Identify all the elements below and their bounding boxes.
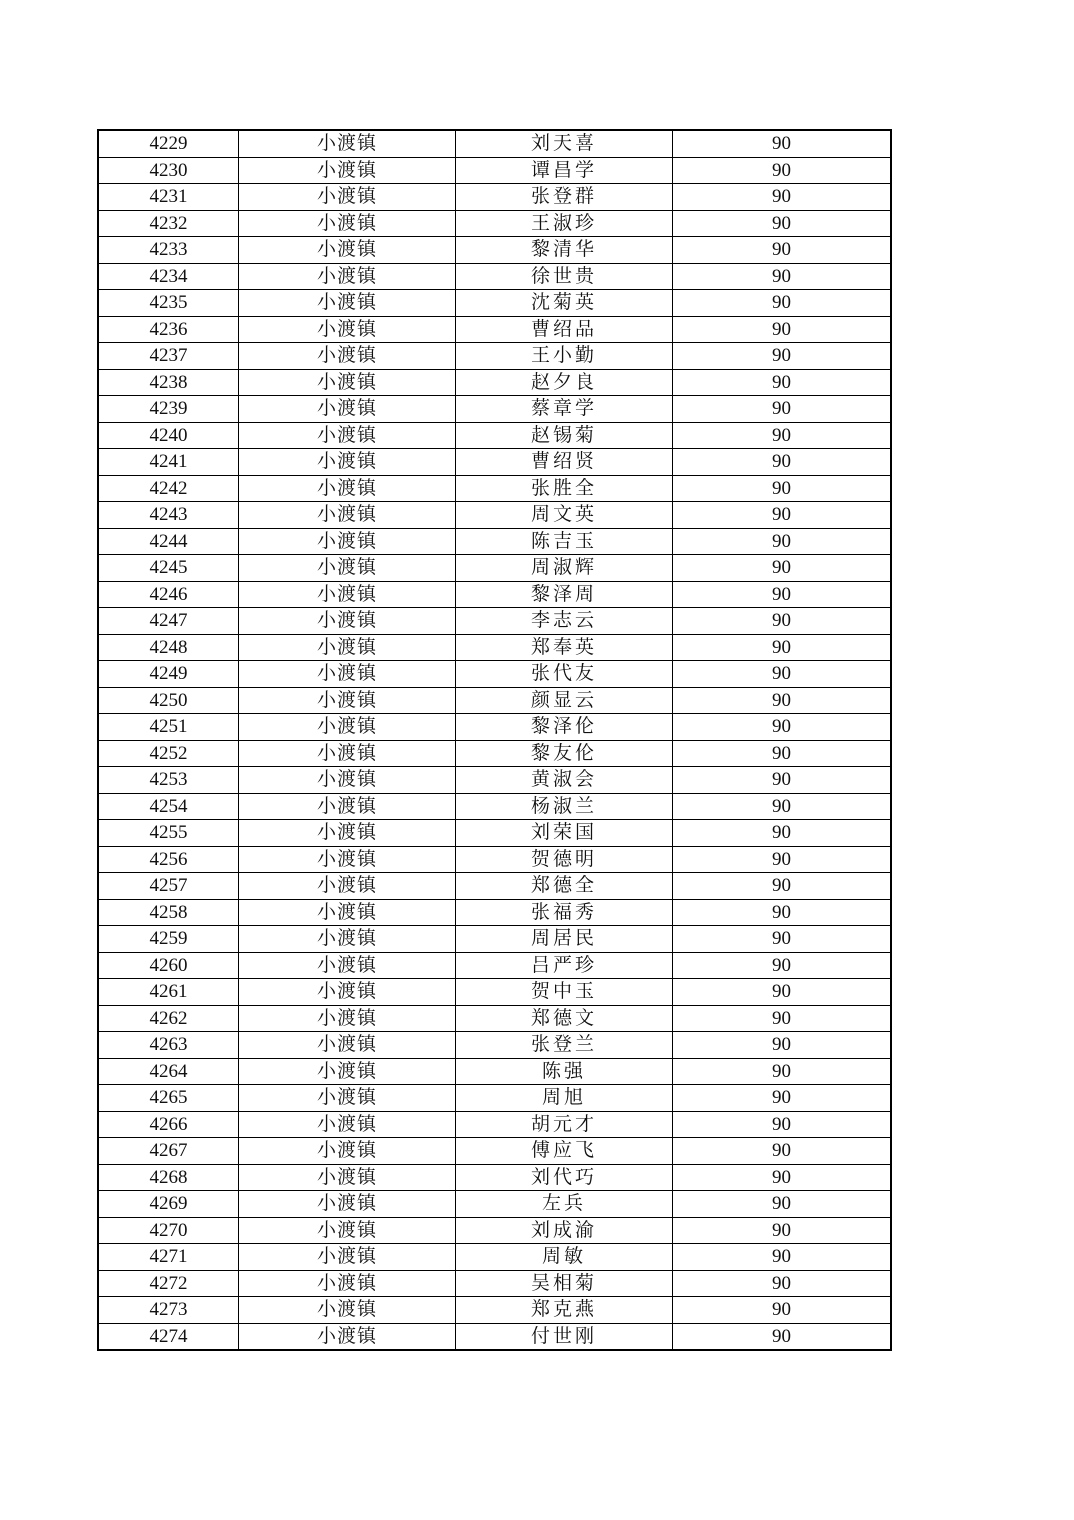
- table-row: [98, 846, 891, 873]
- amount-cell: 90: [673, 740, 892, 767]
- amount-cell: 90: [673, 1323, 892, 1350]
- row-number-cell: 4265: [98, 1085, 239, 1112]
- table-row: [98, 502, 891, 529]
- table-row: [98, 952, 891, 979]
- town-cell: 小渡镇: [239, 926, 456, 953]
- town-cell: 小渡镇: [239, 1217, 456, 1244]
- amount-cell: 90: [673, 263, 892, 290]
- row-number-cell: 4255: [98, 820, 239, 847]
- town-cell: 小渡镇: [239, 846, 456, 873]
- row-number-cell: 4274: [98, 1323, 239, 1350]
- amount-cell: 90: [673, 979, 892, 1006]
- amount-cell: 90: [673, 1217, 892, 1244]
- town-cell: 小渡镇: [239, 555, 456, 582]
- table-row: [98, 422, 891, 449]
- amount-cell: 90: [673, 767, 892, 794]
- row-number-cell: 4252: [98, 740, 239, 767]
- town-cell: 小渡镇: [239, 1085, 456, 1112]
- row-number-cell: 4239: [98, 396, 239, 423]
- amount-cell: 90: [673, 1005, 892, 1032]
- person-name-cell: 王淑珍: [456, 210, 673, 237]
- town-cell: 小渡镇: [239, 343, 456, 370]
- row-number-cell: 4270: [98, 1217, 239, 1244]
- amount-cell: 90: [673, 422, 892, 449]
- town-cell: 小渡镇: [239, 1005, 456, 1032]
- person-name-cell: 黎清华: [456, 237, 673, 264]
- row-number-cell: 4272: [98, 1270, 239, 1297]
- person-name-cell: 吕严珍: [456, 952, 673, 979]
- person-name-cell: 周淑辉: [456, 555, 673, 582]
- row-number-cell: 4229: [98, 130, 239, 157]
- row-number-cell: 4268: [98, 1164, 239, 1191]
- amount-cell: 90: [673, 1085, 892, 1112]
- person-name-cell: 胡元才: [456, 1111, 673, 1138]
- person-name-cell: 黎友伦: [456, 740, 673, 767]
- person-name-cell: 李志云: [456, 608, 673, 635]
- row-number-cell: 4257: [98, 873, 239, 900]
- amount-cell: 90: [673, 687, 892, 714]
- town-cell: 小渡镇: [239, 475, 456, 502]
- row-number-cell: 4230: [98, 157, 239, 184]
- table-row: [98, 237, 891, 264]
- person-name-cell: 刘代巧: [456, 1164, 673, 1191]
- row-number-cell: 4249: [98, 661, 239, 688]
- person-name-cell: 郑奉英: [456, 634, 673, 661]
- person-name-cell: 赵锡菊: [456, 422, 673, 449]
- town-cell: 小渡镇: [239, 369, 456, 396]
- amount-cell: 90: [673, 952, 892, 979]
- person-name-cell: 傅应飞: [456, 1138, 673, 1165]
- row-number-cell: 4269: [98, 1191, 239, 1218]
- town-cell: 小渡镇: [239, 687, 456, 714]
- person-name-cell: 谭昌学: [456, 157, 673, 184]
- row-number-cell: 4263: [98, 1032, 239, 1059]
- table-row: [98, 1323, 891, 1350]
- row-number-cell: 4246: [98, 581, 239, 608]
- row-number-cell: 4245: [98, 555, 239, 582]
- town-cell: 小渡镇: [239, 290, 456, 317]
- town-cell: 小渡镇: [239, 184, 456, 211]
- town-cell: 小渡镇: [239, 1244, 456, 1271]
- town-cell: 小渡镇: [239, 1297, 456, 1324]
- table-row: [98, 1085, 891, 1112]
- row-number-cell: 4262: [98, 1005, 239, 1032]
- table-row: [98, 1297, 891, 1324]
- person-name-cell: 张登兰: [456, 1032, 673, 1059]
- town-cell: 小渡镇: [239, 1138, 456, 1165]
- person-name-cell: 左兵: [456, 1191, 673, 1218]
- person-name-cell: 贺德明: [456, 846, 673, 873]
- row-number-cell: 4247: [98, 608, 239, 635]
- town-cell: 小渡镇: [239, 952, 456, 979]
- table-row: [98, 608, 891, 635]
- amount-cell: 90: [673, 1138, 892, 1165]
- amount-cell: 90: [673, 396, 892, 423]
- person-name-cell: 杨淑兰: [456, 793, 673, 820]
- table-row: [98, 714, 891, 741]
- amount-cell: 90: [673, 793, 892, 820]
- table-row: [98, 1005, 891, 1032]
- table-row: [98, 1164, 891, 1191]
- amount-cell: 90: [673, 1032, 892, 1059]
- row-number-cell: 4237: [98, 343, 239, 370]
- row-number-cell: 4243: [98, 502, 239, 529]
- amount-cell: 90: [673, 1244, 892, 1271]
- town-cell: 小渡镇: [239, 1164, 456, 1191]
- row-number-cell: 4251: [98, 714, 239, 741]
- table-row: [98, 528, 891, 555]
- row-number-cell: 4232: [98, 210, 239, 237]
- table-row: [98, 767, 891, 794]
- amount-cell: 90: [673, 899, 892, 926]
- person-name-cell: 徐世贵: [456, 263, 673, 290]
- amount-cell: 90: [673, 237, 892, 264]
- row-number-cell: 4240: [98, 422, 239, 449]
- amount-cell: 90: [673, 1270, 892, 1297]
- table-row: [98, 1217, 891, 1244]
- town-cell: 小渡镇: [239, 528, 456, 555]
- person-name-cell: 曹绍品: [456, 316, 673, 343]
- table-row: [98, 1111, 891, 1138]
- row-number-cell: 4264: [98, 1058, 239, 1085]
- town-cell: 小渡镇: [239, 793, 456, 820]
- town-cell: 小渡镇: [239, 873, 456, 900]
- amount-cell: 90: [673, 634, 892, 661]
- amount-cell: 90: [673, 873, 892, 900]
- row-number-cell: 4261: [98, 979, 239, 1006]
- town-cell: 小渡镇: [239, 1111, 456, 1138]
- table-row: [98, 661, 891, 688]
- town-cell: 小渡镇: [239, 396, 456, 423]
- amount-cell: 90: [673, 290, 892, 317]
- amount-cell: 90: [673, 1111, 892, 1138]
- amount-cell: 90: [673, 157, 892, 184]
- table-row: [98, 979, 891, 1006]
- person-name-cell: 刘荣国: [456, 820, 673, 847]
- row-number-cell: 4250: [98, 687, 239, 714]
- table-row: [98, 1244, 891, 1271]
- town-cell: 小渡镇: [239, 1270, 456, 1297]
- amount-cell: 90: [673, 210, 892, 237]
- table-row: [98, 1138, 891, 1165]
- town-cell: 小渡镇: [239, 740, 456, 767]
- table-row: [98, 263, 891, 290]
- town-cell: 小渡镇: [239, 1032, 456, 1059]
- amount-cell: 90: [673, 475, 892, 502]
- person-name-cell: 曹绍贤: [456, 449, 673, 476]
- table-row: [98, 449, 891, 476]
- person-name-cell: 黎泽伦: [456, 714, 673, 741]
- row-number-cell: 4271: [98, 1244, 239, 1271]
- person-name-cell: 黄淑会: [456, 767, 673, 794]
- person-name-cell: 张代友: [456, 661, 673, 688]
- row-number-cell: 4267: [98, 1138, 239, 1165]
- row-number-cell: 4260: [98, 952, 239, 979]
- town-cell: 小渡镇: [239, 1191, 456, 1218]
- row-number-cell: 4231: [98, 184, 239, 211]
- town-cell: 小渡镇: [239, 820, 456, 847]
- amount-cell: 90: [673, 130, 892, 157]
- row-number-cell: 4236: [98, 316, 239, 343]
- row-number-cell: 4242: [98, 475, 239, 502]
- town-cell: 小渡镇: [239, 661, 456, 688]
- table-row: [98, 926, 891, 953]
- row-number-cell: 4254: [98, 793, 239, 820]
- row-number-cell: 4273: [98, 1297, 239, 1324]
- person-name-cell: 郑德全: [456, 873, 673, 900]
- town-cell: 小渡镇: [239, 316, 456, 343]
- town-cell: 小渡镇: [239, 581, 456, 608]
- person-name-cell: 付世刚: [456, 1323, 673, 1350]
- table-row: [98, 343, 891, 370]
- person-name-cell: 张福秀: [456, 899, 673, 926]
- person-name-cell: 沈菊英: [456, 290, 673, 317]
- table-row: [98, 740, 891, 767]
- person-name-cell: 蔡章学: [456, 396, 673, 423]
- amount-cell: 90: [673, 369, 892, 396]
- table-row: [98, 475, 891, 502]
- town-cell: 小渡镇: [239, 608, 456, 635]
- amount-cell: 90: [673, 714, 892, 741]
- person-name-cell: 贺中玉: [456, 979, 673, 1006]
- person-name-cell: 郑德文: [456, 1005, 673, 1032]
- person-name-cell: 周旭: [456, 1085, 673, 1112]
- person-name-cell: 颜显云: [456, 687, 673, 714]
- town-cell: 小渡镇: [239, 502, 456, 529]
- town-cell: 小渡镇: [239, 634, 456, 661]
- row-number-cell: 4234: [98, 263, 239, 290]
- table-row: [98, 290, 891, 317]
- table-row: [98, 316, 891, 343]
- table-row: [98, 157, 891, 184]
- town-cell: 小渡镇: [239, 1058, 456, 1085]
- town-cell: 小渡镇: [239, 1323, 456, 1350]
- table-row: [98, 899, 891, 926]
- person-name-cell: 陈强: [456, 1058, 673, 1085]
- town-cell: 小渡镇: [239, 263, 456, 290]
- table-row: [98, 130, 891, 157]
- amount-cell: 90: [673, 343, 892, 370]
- roster-table-body: [98, 130, 891, 1350]
- town-cell: 小渡镇: [239, 237, 456, 264]
- person-name-cell: 吴相菊: [456, 1270, 673, 1297]
- row-number-cell: 4235: [98, 290, 239, 317]
- table-row: [98, 184, 891, 211]
- amount-cell: 90: [673, 926, 892, 953]
- table-row: [98, 1191, 891, 1218]
- row-number-cell: 4238: [98, 369, 239, 396]
- person-name-cell: 郑克燕: [456, 1297, 673, 1324]
- amount-cell: 90: [673, 820, 892, 847]
- amount-cell: 90: [673, 555, 892, 582]
- table-row: [98, 396, 891, 423]
- table-row: [98, 820, 891, 847]
- person-name-cell: 张胜全: [456, 475, 673, 502]
- table-row: [98, 1032, 891, 1059]
- row-number-cell: 4253: [98, 767, 239, 794]
- town-cell: 小渡镇: [239, 714, 456, 741]
- row-number-cell: 4241: [98, 449, 239, 476]
- amount-cell: 90: [673, 1058, 892, 1085]
- town-cell: 小渡镇: [239, 157, 456, 184]
- person-name-cell: 张登群: [456, 184, 673, 211]
- amount-cell: 90: [673, 502, 892, 529]
- amount-cell: 90: [673, 1297, 892, 1324]
- amount-cell: 90: [673, 661, 892, 688]
- town-cell: 小渡镇: [239, 767, 456, 794]
- row-number-cell: 4259: [98, 926, 239, 953]
- table-row: [98, 210, 891, 237]
- table-row: [98, 634, 891, 661]
- town-cell: 小渡镇: [239, 422, 456, 449]
- amount-cell: 90: [673, 449, 892, 476]
- amount-cell: 90: [673, 528, 892, 555]
- table-row: [98, 1058, 891, 1085]
- person-name-cell: 黎泽周: [456, 581, 673, 608]
- row-number-cell: 4258: [98, 899, 239, 926]
- person-name-cell: 赵夕良: [456, 369, 673, 396]
- amount-cell: 90: [673, 316, 892, 343]
- amount-cell: 90: [673, 846, 892, 873]
- town-cell: 小渡镇: [239, 130, 456, 157]
- row-number-cell: 4266: [98, 1111, 239, 1138]
- amount-cell: 90: [673, 184, 892, 211]
- row-number-cell: 4248: [98, 634, 239, 661]
- table-row: [98, 1270, 891, 1297]
- person-name-cell: 刘成渝: [456, 1217, 673, 1244]
- table-row: [98, 581, 891, 608]
- person-name-cell: 周文英: [456, 502, 673, 529]
- amount-cell: 90: [673, 1164, 892, 1191]
- table-row: [98, 873, 891, 900]
- roster-table: [97, 129, 892, 1351]
- person-name-cell: 刘天喜: [456, 130, 673, 157]
- town-cell: 小渡镇: [239, 979, 456, 1006]
- row-number-cell: 4244: [98, 528, 239, 555]
- amount-cell: 90: [673, 581, 892, 608]
- row-number-cell: 4233: [98, 237, 239, 264]
- table-row: [98, 793, 891, 820]
- row-number-cell: 4256: [98, 846, 239, 873]
- person-name-cell: 周居民: [456, 926, 673, 953]
- town-cell: 小渡镇: [239, 449, 456, 476]
- town-cell: 小渡镇: [239, 210, 456, 237]
- person-name-cell: 陈吉玉: [456, 528, 673, 555]
- person-name-cell: 王小勤: [456, 343, 673, 370]
- table-row: [98, 369, 891, 396]
- town-cell: 小渡镇: [239, 899, 456, 926]
- person-name-cell: 周敏: [456, 1244, 673, 1271]
- table-row: [98, 687, 891, 714]
- table-row: [98, 555, 891, 582]
- amount-cell: 90: [673, 608, 892, 635]
- amount-cell: 90: [673, 1191, 892, 1218]
